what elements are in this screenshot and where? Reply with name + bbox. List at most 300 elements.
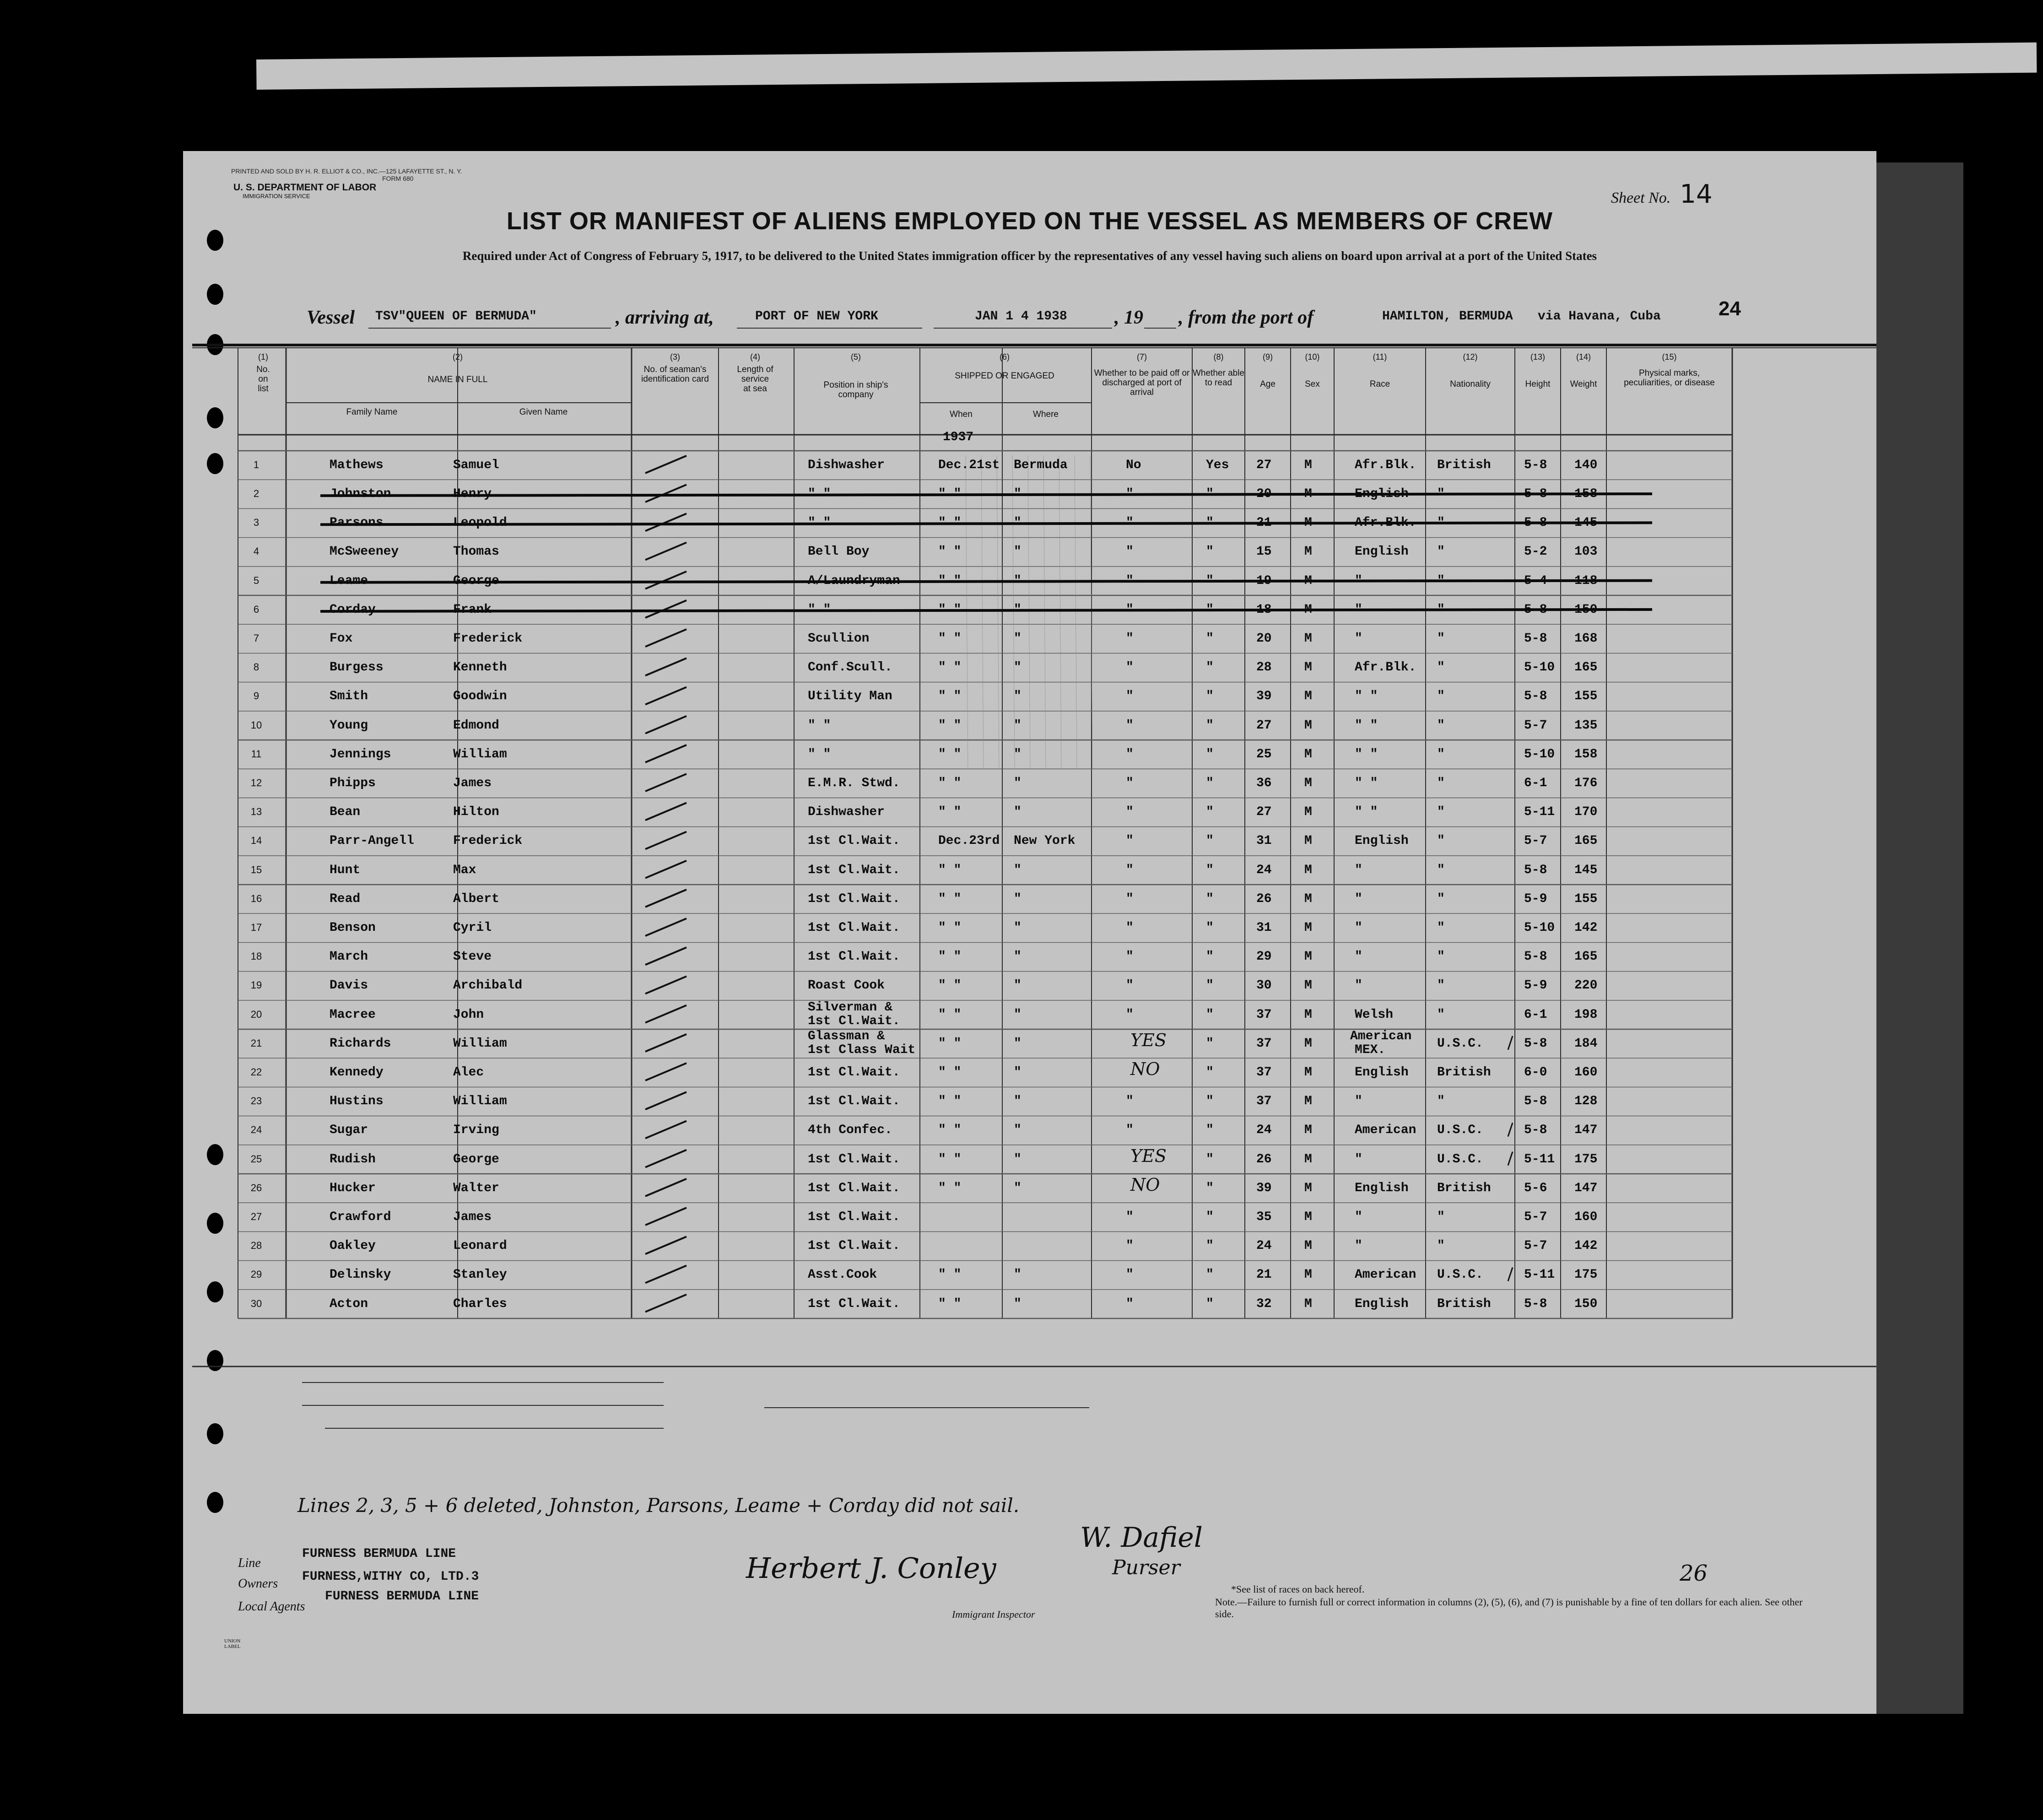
shipped-when: " " — [938, 863, 962, 877]
pen-dash — [645, 1179, 686, 1196]
given-name: Archibald — [453, 978, 523, 993]
age: 31 — [1256, 834, 1272, 848]
height: 5-9 — [1524, 978, 1547, 993]
weight: 175 — [1574, 1152, 1598, 1167]
height: 5-2 — [1524, 545, 1547, 559]
line-value: FURNESS BERMUDA LINE — [302, 1547, 456, 1561]
race: English — [1355, 834, 1409, 848]
race: " " — [1355, 718, 1378, 733]
tick-mark — [1508, 1152, 1513, 1166]
given-name: William — [453, 747, 507, 761]
position: " " — [808, 602, 831, 617]
shipped-where: " — [1014, 1181, 1022, 1195]
paid-off: " — [1126, 1007, 1134, 1022]
family-name: Crawford — [330, 1210, 391, 1225]
pen-dash — [645, 947, 686, 965]
shipped-when: " " — [938, 1094, 962, 1109]
position: Bell Boy — [808, 545, 870, 559]
printer-line: PRINTED AND SOLD BY H. R. ELLIOT & CO., INC.—125 LAFAYETTE ST., N. Y. — [231, 167, 462, 175]
shipped-when: " " — [938, 718, 962, 733]
height: 5-11 — [1524, 805, 1555, 820]
manifest-sheet — [183, 151, 1876, 1714]
able-to-read: " — [1206, 950, 1214, 964]
shipped-where: " — [1014, 632, 1022, 646]
shipped-when: " " — [938, 632, 962, 646]
pen-dash — [645, 774, 686, 791]
header-label: No. on list — [256, 365, 270, 394]
position: 1st Cl.Wait. — [808, 1210, 900, 1225]
row-number: 28 — [250, 1240, 262, 1252]
pen-dash — [645, 745, 686, 762]
height: 5-7 — [1524, 834, 1547, 848]
family-name: Leame — [330, 573, 368, 588]
given-name: Leonard — [453, 1239, 507, 1253]
shipped-when: " " — [938, 1036, 962, 1051]
pen-dash — [645, 658, 686, 675]
shipped-when: " " — [938, 689, 962, 704]
height: 5-8 — [1524, 689, 1547, 704]
row-number: 6 — [253, 603, 259, 615]
weight: 135 — [1574, 718, 1598, 733]
paid-off: " — [1126, 863, 1134, 877]
shipped-when: Dec.21st — [938, 458, 1000, 472]
able-to-read: " — [1206, 1123, 1214, 1138]
form-number: FORM 680 — [382, 175, 414, 182]
paid-off: " — [1126, 747, 1134, 761]
family-name: Kennedy — [330, 1065, 384, 1080]
shipped-when: " " — [938, 487, 962, 502]
tick-mark — [1508, 1123, 1513, 1136]
given-name: Henry — [453, 487, 492, 502]
able-to-read: " — [1206, 1181, 1214, 1195]
age: 24 — [1256, 1239, 1272, 1253]
sex: M — [1304, 1007, 1312, 1022]
agents-label: Local Agents — [238, 1599, 305, 1614]
nationality: British — [1437, 458, 1491, 472]
header-num: (4) — [750, 352, 760, 362]
position: 1st Cl.Wait. — [808, 1065, 900, 1080]
shipped-when: " " — [938, 1065, 962, 1080]
able-to-read: " — [1206, 1239, 1214, 1253]
nationality: " — [1437, 632, 1445, 646]
position: 1st Cl.Wait. — [808, 1181, 900, 1195]
position: 1st Cl.Wait. — [808, 863, 900, 877]
race: English — [1355, 487, 1409, 502]
paid-off: " — [1126, 950, 1134, 964]
header-col8 — [1192, 352, 1245, 388]
nationality: " — [1437, 602, 1445, 617]
able-to-read: " — [1206, 776, 1214, 791]
year-1937: 1937 — [943, 430, 974, 444]
header-col12 — [1426, 352, 1515, 389]
nationality: U.S.C. — [1437, 1152, 1483, 1167]
able-to-read: " — [1206, 632, 1214, 646]
weight: 128 — [1574, 1094, 1598, 1109]
age: 24 — [1256, 1123, 1272, 1138]
sex: M — [1304, 1123, 1312, 1138]
age: 18 — [1256, 602, 1272, 617]
header-num: (8) — [1213, 352, 1224, 362]
paid-off: " — [1126, 1268, 1134, 1282]
paid-off: " — [1126, 718, 1134, 733]
age: 24 — [1256, 863, 1272, 877]
row-number: 16 — [250, 892, 262, 904]
race: " — [1355, 1152, 1362, 1167]
age: 27 — [1256, 805, 1272, 820]
row-number: 3 — [253, 517, 259, 529]
given-name: Thomas — [453, 545, 499, 559]
purser-signature: W. Dafiel — [1080, 1522, 1203, 1554]
given-name: Albert — [453, 891, 499, 906]
sex: M — [1304, 1036, 1312, 1051]
able-to-read: " — [1206, 545, 1214, 559]
pen-dash — [645, 629, 686, 647]
age: 26 — [1256, 891, 1272, 906]
shipped-where: " — [1014, 950, 1022, 964]
nationality: " — [1437, 950, 1445, 964]
pen-dash — [645, 1150, 686, 1167]
paid-off: " — [1126, 1239, 1134, 1253]
age: 39 — [1256, 1181, 1272, 1195]
shipped-where: " — [1014, 891, 1022, 906]
paid-off-handwritten: NO — [1130, 1174, 1160, 1195]
shipped-where: " — [1014, 1268, 1022, 1282]
weight: 118 — [1574, 573, 1598, 588]
row-number: 1 — [253, 459, 259, 470]
age: 19 — [1256, 573, 1272, 588]
shipped-where: " — [1014, 487, 1022, 502]
header-col1 — [243, 352, 284, 394]
given-name: Alec — [453, 1065, 484, 1080]
race: " — [1355, 1210, 1362, 1225]
pen-dash — [645, 1034, 686, 1052]
age: 39 — [1256, 689, 1272, 704]
age: 20 — [1256, 487, 1272, 502]
paid-off: " — [1126, 516, 1134, 530]
family-name: Delinsky — [330, 1268, 391, 1282]
given-name: William — [453, 1036, 507, 1051]
age: 30 — [1256, 978, 1272, 993]
family-name: Rudish — [330, 1152, 376, 1167]
able-to-read: " — [1206, 891, 1214, 906]
height: 5-8 — [1524, 487, 1547, 502]
header-label: Length of service at sea — [737, 365, 773, 394]
nationality: " — [1437, 776, 1445, 791]
pen-dash — [645, 513, 686, 531]
sex: M — [1304, 1094, 1312, 1109]
header-num: (3) — [670, 352, 680, 362]
row-number: 12 — [250, 777, 262, 789]
shipped-when: " " — [938, 747, 962, 761]
height: 5-8 — [1524, 1123, 1547, 1138]
pen-dash — [645, 542, 686, 560]
header-col9 — [1245, 352, 1291, 389]
paid-off: " — [1126, 1210, 1134, 1225]
shipped-when: " " — [938, 573, 962, 588]
header-num: (15) — [1662, 352, 1677, 362]
agents-value: FURNESS BERMUDA LINE — [325, 1589, 479, 1604]
header-num: (11) — [1373, 352, 1387, 362]
age: 27 — [1256, 458, 1272, 472]
header-label: Nationality — [1450, 379, 1491, 389]
weight: 145 — [1574, 516, 1598, 530]
top-edge-strip — [256, 43, 2037, 90]
row-number: 22 — [250, 1066, 262, 1078]
weight: 184 — [1574, 1036, 1598, 1051]
able-to-read: " — [1206, 660, 1214, 675]
strike-through-line — [320, 610, 1652, 611]
position: 1st Cl.Wait. — [808, 834, 900, 848]
grid-line — [1075, 455, 1077, 769]
family-name: Read — [330, 891, 361, 906]
sheet-label: Sheet No. — [1611, 189, 1671, 206]
pen-dash — [645, 976, 686, 994]
header-num: (6) — [1000, 352, 1010, 362]
nationality: British — [1437, 1181, 1491, 1195]
age: 37 — [1256, 1036, 1272, 1051]
shipped-where: " — [1014, 516, 1022, 530]
pen-dash — [645, 1295, 686, 1312]
grid-line — [1028, 455, 1030, 769]
header-col5 — [794, 352, 918, 400]
vessel-label: Vessel — [307, 307, 355, 328]
pen-dash — [645, 716, 686, 734]
nationality: British — [1437, 1065, 1491, 1080]
sex: M — [1304, 776, 1312, 791]
via-port: via Havana, Cuba — [1538, 309, 1661, 324]
arrival-port: PORT OF NEW YORK — [755, 309, 878, 324]
race: " — [1355, 950, 1362, 964]
weight: 165 — [1574, 660, 1598, 675]
race: American — [1350, 1029, 1412, 1043]
arrival-date: JAN 1 4 1938 — [975, 309, 1067, 324]
pen-dash — [645, 600, 686, 618]
pen-dash — [645, 485, 686, 502]
height: 5-6 — [1524, 1181, 1547, 1195]
weight: 165 — [1574, 950, 1598, 964]
header-label: Whether able to read — [1192, 368, 1244, 388]
position: Utility Man — [808, 689, 892, 704]
shipped-when: " " — [938, 776, 962, 791]
height: 5-8 — [1524, 863, 1547, 877]
shipped-when: " " — [938, 950, 962, 964]
inspector-signature: Herbert J. Conley — [746, 1551, 996, 1585]
family-name: Hustins — [330, 1094, 384, 1109]
family-name: Hucker — [330, 1181, 376, 1195]
nationality: " — [1437, 545, 1445, 559]
sex: M — [1304, 834, 1312, 848]
height: 5-7 — [1524, 718, 1547, 733]
able-to-read: " — [1206, 718, 1214, 733]
penalty-note: Note.—Failure to furnish full or correct information in columns (2), (5), (6), and (7) is punishable by a fine of ten dollars for each alien. See other side. — [1215, 1596, 1803, 1620]
race: English — [1355, 1296, 1409, 1311]
given-name: Leopold — [453, 516, 507, 530]
given-name: Samuel — [453, 458, 499, 472]
header-label: Race — [1369, 379, 1390, 389]
race: " — [1355, 1094, 1362, 1109]
sex: M — [1304, 950, 1312, 964]
race: American — [1355, 1268, 1416, 1282]
race: " — [1355, 602, 1362, 617]
race: " — [1355, 863, 1362, 877]
paid-off: " — [1126, 602, 1134, 617]
position: E.M.R. Stwd. — [808, 776, 900, 791]
header-label: NAME IN FULL — [427, 375, 488, 384]
family-name: Burgess — [330, 660, 384, 675]
able-to-read: " — [1206, 834, 1214, 848]
paid-off-handwritten: YES — [1130, 1030, 1167, 1050]
nationality: " — [1437, 978, 1445, 993]
position: " " — [808, 747, 831, 761]
row-number: 20 — [250, 1008, 262, 1020]
department-name: U. S. DEPARTMENT OF LABOR — [233, 182, 377, 193]
height: 5-8 — [1524, 1094, 1547, 1109]
union-label-mark: UNION LABEL — [224, 1638, 241, 1649]
nationality: " — [1437, 718, 1445, 733]
header-col6 — [920, 352, 1089, 381]
height: 5-7 — [1524, 1239, 1547, 1253]
family-name: Mathews — [330, 458, 384, 472]
header-col15 — [1606, 352, 1732, 388]
weight: 150 — [1574, 602, 1598, 617]
family-name: Parsons — [330, 516, 384, 530]
race: " " — [1355, 776, 1378, 791]
race: Afr.Blk. — [1355, 516, 1416, 530]
shipped-where: " — [1014, 1094, 1022, 1109]
family-name: Johnston — [330, 487, 391, 502]
weight: 198 — [1574, 1007, 1598, 1022]
weight: 170 — [1574, 805, 1598, 820]
given-name: Hilton — [453, 805, 499, 820]
weight: 155 — [1574, 689, 1598, 704]
able-to-read: " — [1206, 747, 1214, 761]
position: A/Laundryman — [808, 573, 900, 588]
vessel-name: TSV"QUEEN OF BERMUDA" — [375, 309, 537, 324]
age: 21 — [1256, 1268, 1272, 1282]
age: 28 — [1256, 660, 1272, 675]
header-col11 — [1334, 352, 1426, 389]
shipped-when: " " — [938, 1123, 962, 1138]
position: Scullion — [808, 632, 870, 646]
sex: M — [1304, 573, 1312, 588]
grid-line — [1059, 455, 1061, 769]
family-name: Bean — [330, 805, 361, 820]
race: English — [1355, 1181, 1409, 1195]
race: " " — [1355, 747, 1378, 761]
able-to-read: " — [1206, 573, 1214, 588]
weight: 175 — [1574, 1268, 1598, 1282]
sex: M — [1304, 718, 1312, 733]
sex: M — [1304, 545, 1312, 559]
row-number: 27 — [250, 1211, 262, 1223]
age: 37 — [1256, 1007, 1272, 1022]
sex: M — [1304, 891, 1312, 906]
shipped-where: " — [1014, 545, 1022, 559]
shipped-when: " " — [938, 516, 962, 530]
grid-line — [981, 455, 984, 769]
weight: 158 — [1574, 747, 1598, 761]
height: 5-10 — [1524, 747, 1555, 761]
page-mark: 26 — [1680, 1561, 1708, 1586]
row-number: 2 — [253, 488, 259, 500]
race: " " — [1355, 805, 1378, 820]
pen-dash — [645, 1092, 686, 1109]
given-name: Kenneth — [453, 660, 507, 675]
given-name: Edmond — [453, 718, 499, 733]
sex: M — [1304, 602, 1312, 617]
able-to-read: " — [1206, 1065, 1214, 1080]
shipped-where: " — [1014, 805, 1022, 820]
paid-off-handwritten: NO — [1130, 1059, 1160, 1080]
shipped-where: Bermuda — [1014, 458, 1068, 472]
nationality: " — [1437, 1210, 1445, 1225]
able-to-read: " — [1206, 689, 1214, 704]
sex: M — [1304, 689, 1312, 704]
family-name: Macree — [330, 1007, 376, 1022]
nationality: " — [1437, 747, 1445, 761]
able-to-read: " — [1206, 1094, 1214, 1109]
given-name: James — [453, 776, 492, 791]
sex: M — [1304, 747, 1312, 761]
height: 5-10 — [1524, 921, 1555, 935]
family-name: Richards — [330, 1036, 391, 1051]
sex: M — [1304, 1152, 1312, 1167]
able-to-read: " — [1206, 921, 1214, 935]
given-name: George — [453, 1152, 499, 1167]
row-number: 11 — [251, 748, 262, 760]
height: 5-10 — [1524, 660, 1555, 675]
weight: 147 — [1574, 1123, 1598, 1138]
header-col3 — [632, 352, 719, 384]
shipped-where: " — [1014, 573, 1022, 588]
given-name: John — [453, 1007, 484, 1022]
row-number: 25 — [250, 1153, 262, 1165]
header-where: Where — [1033, 410, 1059, 419]
position-line2: 1st Class Wait — [808, 1042, 916, 1057]
sex: M — [1304, 1065, 1312, 1080]
height: 6-0 — [1524, 1065, 1547, 1080]
shipped-when: " " — [938, 602, 962, 617]
departure-port: HAMILTON, BERMUDA — [1382, 309, 1513, 324]
pen-dash — [645, 1237, 686, 1254]
header-num: (14) — [1576, 352, 1591, 362]
owners-value: FURNESS,WITHY CO, LTD.3 — [302, 1570, 479, 1584]
family-name: Hunt — [330, 863, 361, 877]
row-number: 21 — [250, 1037, 262, 1049]
pen-dash — [645, 1005, 686, 1023]
age: 27 — [1256, 718, 1272, 733]
header-col2 — [286, 352, 629, 384]
pen-dash — [645, 918, 686, 936]
paid-off: " — [1126, 891, 1134, 906]
family-name: Smith — [330, 689, 368, 704]
weight: 160 — [1574, 1210, 1598, 1225]
paid-off: " — [1126, 834, 1134, 848]
header-label: Age — [1260, 379, 1276, 389]
family-name: Fox — [330, 632, 353, 646]
position: Dishwasher — [808, 805, 885, 820]
family-name: Sugar — [330, 1123, 368, 1138]
sex: M — [1304, 921, 1312, 935]
position-line2: 1st Cl.Wait. — [808, 1014, 900, 1028]
paid-off: " — [1126, 1296, 1134, 1311]
shipped-where: " — [1014, 1036, 1022, 1051]
height: 5-8 — [1524, 1296, 1547, 1311]
position: 1st Cl.Wait. — [808, 891, 900, 906]
header-num: (13) — [1530, 352, 1545, 362]
row-number: 30 — [250, 1297, 262, 1309]
height: 5-11 — [1524, 1152, 1555, 1167]
